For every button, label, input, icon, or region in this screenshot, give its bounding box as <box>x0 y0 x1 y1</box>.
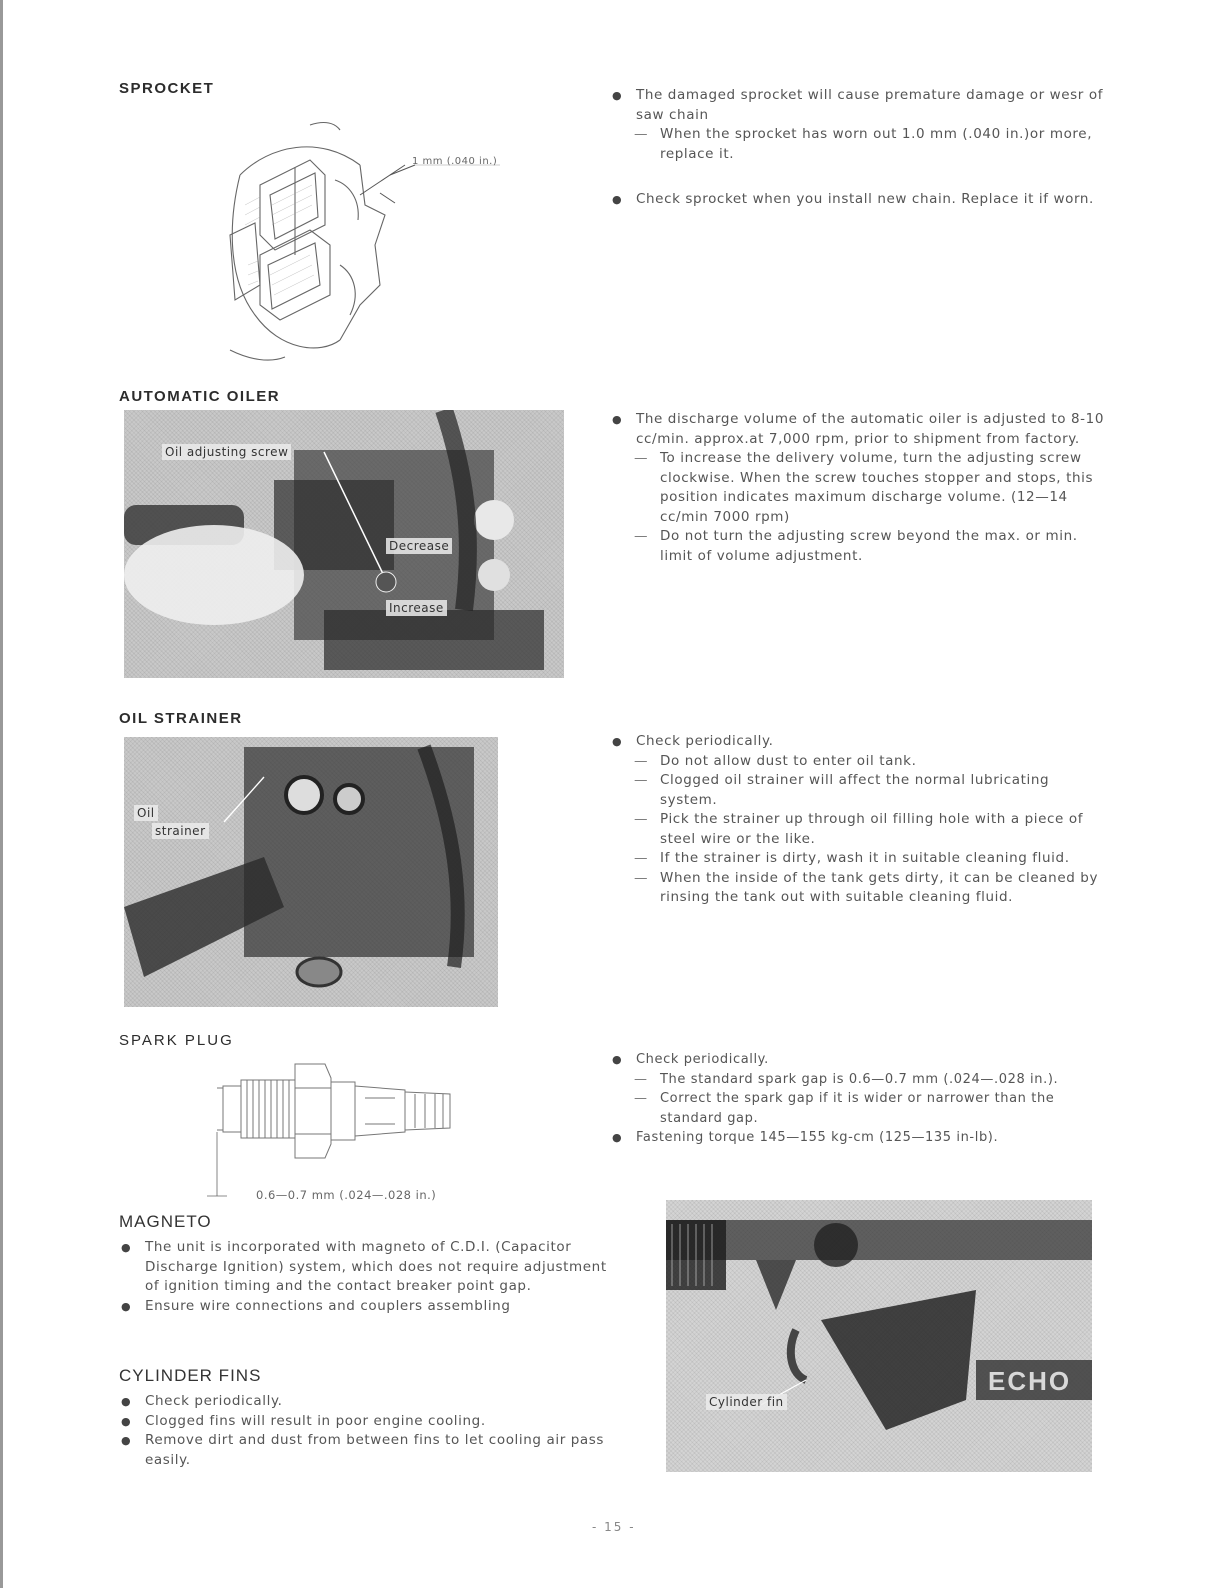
oiler-dash-increase: — To increase the delivery volume, turn the adjusting screw clockwise. When the screw touches stopper and stops, this position indicates maximum discharge volume. (12—14 cc/min 7000 rpm) <box>610 449 1110 527</box>
page-number: - 15 - <box>592 1520 636 1534</box>
oiler-notes <box>610 410 1110 566</box>
strainer-photo-drawing <box>124 737 498 1007</box>
spark-gap-label: 0.6—0.7 mm (.024—.028 in.) <box>256 1188 437 1202</box>
magneto-heading: MAGNETO <box>119 1212 212 1231</box>
oiler-bullet-discharge: ● The discharge volume of the automatic oiler is adjusted to 8-10 cc/min. approx.at 7,000 rpm, prior to shipment from factory. <box>610 410 1110 449</box>
strainer-photo <box>124 737 498 1007</box>
magneto-bullet-wires: ● Ensure wire connections and couplers assembling <box>119 1297 619 1317</box>
sprocket-bullet-damage: ● The damaged sprocket will cause premature damage or wesr of saw chain <box>610 86 1110 125</box>
sprocket-heading: SPROCKET <box>119 80 215 97</box>
echo-brand-logo: ECHO <box>988 1366 1072 1396</box>
decrease-label: Decrease <box>386 538 452 554</box>
oiler-heading: AUTOMATIC OILER <box>119 388 281 405</box>
sprocket-diagram <box>200 105 530 370</box>
page-edge-line <box>0 0 3 1588</box>
cylinder-photo <box>666 1200 1092 1472</box>
sprocket-bullet-check: ● Check sprocket when you install new chain. Replace it if worn. <box>610 190 1110 210</box>
spark-bullet-check: ● Check periodically. <box>610 1050 1110 1070</box>
spark-plug-heading: SPARK PLUG <box>119 1032 234 1049</box>
spark-plug-diagram <box>205 1058 465 1203</box>
oiler-dash-limit: — Do not turn the adjusting screw beyond the max. or min. limit of volume adjustment. <box>610 527 1110 566</box>
cylinder-bullet-clogged: ● Clogged fins will result in poor engine cooling. <box>119 1412 619 1432</box>
cylinder-heading: CYLINDER FINS <box>119 1366 262 1385</box>
strainer-label: strainer <box>152 823 209 839</box>
spark-dash-correct-gap: — Correct the spark gap if it is wider or narrower than the standard gap. <box>610 1089 1110 1128</box>
strainer-dash-tank: — When the inside of the tank gets dirty, it can be cleaned by rinsing the tank out with suitable cleaning fluid. <box>610 869 1110 908</box>
cylinder-fin-label: Cylinder fin <box>706 1394 787 1410</box>
oil-label: Oil <box>134 805 158 821</box>
sprocket-dash-replace: — When the sprocket has worn out 1.0 mm (.040 in.)or more, replace it. <box>610 125 1110 164</box>
strainer-dash-wash: — If the strainer is dirty, wash it in suitable cleaning fluid. <box>610 849 1110 869</box>
cylinder-bullet-check: ● Check periodically. <box>119 1392 619 1412</box>
increase-label: Increase <box>386 600 447 616</box>
strainer-bullet-check: ● Check periodically. <box>610 732 1110 752</box>
strainer-dash-pick: — Pick the strainer up through oil filling hole with a piece of steel wire or the like. <box>610 810 1110 849</box>
sprocket-dimension-label: 1 mm (.040 in.) <box>412 156 498 167</box>
cylinder-notes <box>119 1392 619 1470</box>
sprocket-notes <box>610 86 1110 210</box>
oil-adjusting-screw-label: Oil adjusting screw <box>162 444 291 460</box>
magneto-bullet-cdi: ● The unit is incorporated with magneto of C.D.I. (Capacitor Discharge Ignition) system, which does not require adjustment of ignition timing and the contact breaker point gap. <box>119 1238 619 1297</box>
strainer-heading: OIL STRAINER <box>119 710 243 727</box>
spark-dash-standard-gap: — The standard spark gap is 0.6—0.7 mm (.024—.028 in.). <box>610 1070 1110 1090</box>
spark-bullet-torque: ● Fastening torque 145—155 kg-cm (125—135 in-lb). <box>610 1128 1110 1148</box>
cylinder-bullet-remove: ● Remove dirt and dust from between fins to let cooling air pass easily. <box>119 1431 619 1470</box>
cylinder-photo-drawing <box>666 1200 1092 1472</box>
strainer-dash-clogged: — Clogged oil strainer will affect the normal lubricating system. <box>610 771 1110 810</box>
magneto-notes <box>119 1238 619 1316</box>
oiler-photo <box>124 410 564 678</box>
strainer-dash-dust: — Do not allow dust to enter oil tank. <box>610 752 1110 772</box>
spark-plug-notes <box>610 1050 1110 1148</box>
strainer-notes <box>610 732 1110 908</box>
